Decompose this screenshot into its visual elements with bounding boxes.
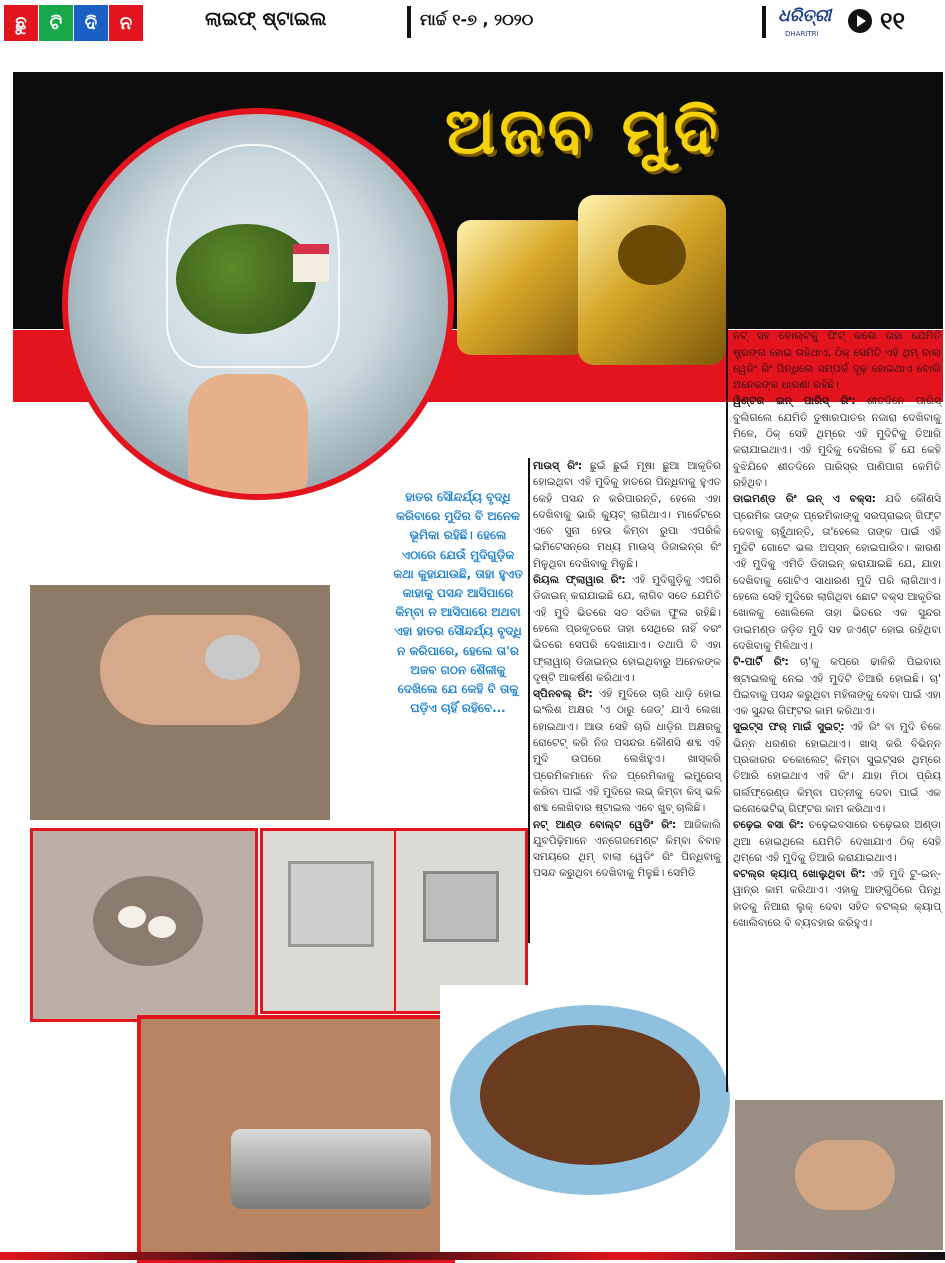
intro-blurb: ହାତର ସୌନ୍ଦର୍ଯ୍ୟ ବୃଦ୍ଧି କରିବାରେ ମୁଦିର ବି ଅନେକ ଭୂମିକା ରହିଛି। ହେଲେ ଏଠାରେ ଯେଉଁ ମୁଦିଗୁଡ଼ିକ କଥା କୁହାଯାଉଛି, ତାହା ହୁଏତ କାହାକୁ ପସନ୍ଦ ଆସିପାରେ କିମ୍ବା ନ ଆସିପାରେ ଅଥବା ଏହା ହାତର ସୌନ୍ଦର୍ଯ୍ୟ ବୃଦ୍ଧି ନ କରିପାରେ, ହେଲେ ତା'ର ଅଜବ ଗଠନ ଶୈଳୀକୁ ଦେଖିଲେ ଯେ କେହି ବି ତାକୁ ଘଡ଼ିଏ ଚାହିଁ ରହିବେ... — [393, 490, 523, 716]
article-column-1 — [533, 458, 721, 882]
pearl — [118, 906, 146, 928]
paragraph-lead: ସୁଇଟ୍ସ ଫର୍ ମାଇଁ ସୁଇଟ୍: — [733, 721, 845, 734]
spinner-ring — [231, 1129, 431, 1209]
paragraph-lead: ୱିଣ୍ଟର ଇନ୍ ପାରିସ୍ ରିଂ: — [733, 395, 856, 408]
paragraph-text: ଯଦି କୌଣସି ପ୍ରେମିକ ତାଙ୍କ ପ୍ରେମିକାଙ୍କୁ ସରପ୍ରାଇଜ୍ ଗିଫ୍ଟ ଦେବାକୁ ଚାହୁଁଥାନ୍ତି, ତା'ହେଲେ ତାଙ୍କ ପାଇଁ ଏହି ମୁଦିଟି ଗୋଟେ ଭଲ ଅପ୍ସନ୍ ହୋଇପାରିବ। କାରଣ ଏହି ମୁଦିକୁ ଏମିତି ଡିଜାଇନ୍ କରାଯାଇଛି ଯେ, ଯାହା ଦେଖିବାକୁ ଗୋଟିଏ ସାଧାରଣ ମୁଦି ପରି ଲାଗିଥାଏ। ହେଲେ ସେହି ମୁଦିରେ ଲାଗିଥିବା ଛୋଟ ବକ୍ସ ଆକୃତିର ଖୋଳକୁ ଖୋଲିଲେ ତାହା ଭିତରେ ଏକ ସୁନ୍ଦର ଡାଇମଣ୍ଡ ଜଡ଼ିତ ମୁଦି ସହ ଜଏଣ୍ଟ ହୋଇ ରହିଥିବା ଦେଖିବାକୁ ମିଳିଥାଏ। — [733, 493, 942, 652]
brand-tile-2: ଟି — [39, 5, 73, 41]
paragraph-text: ଶୀତଦିନେ ପାରିସ୍ ବୁଲିଗଲେ ଯେମିତି ତୁଷାରପାତର ନଜାରା ଦେଖିବାକୁ ମିଳେ, ଠିକ୍ ସେହି ଥିମ୍‌ରେ ଏହି ମୁଦିଟିକୁ ତିଆରି କରାଯାଇଥାଏ। ଏହି ମୁଦିକୁ ଦେଖିଲେ ହିଁ ଯେ କେହି ବୁଝିଯିବେ ଶୀତଦିନେ ପାରିସ୍‌ର ପାଣିପାଗ କେମିତି ରହିଥିବ। — [733, 395, 941, 489]
paragraph-text: ଏକ ଥିମ୍ ହେଉଛି ନଟ୍ ଆଣ୍ଡ ବୋଲ୍ଟ ୱେଡିଂ ରିଂ। ନଟ୍ ସହ ବୋଲ୍ଟକୁ ଫିଟ୍ କଲେ ତାହା ଯେମିତି ଷ୍ଟ୍ରଙ୍ଗ ହୋଇ ରହିଥାଏ, ଠିକ୍ ସେମିତି ଏହି ଥିମ୍ ବାଲା ୱେଡିଂ ରିଂ ପିନ୍ଧିଲେ ସମ୍ପର୍କ ଦୃଢ଼ ହୋଇଥାଏ ବୋଲି ଅନେକଙ୍କ ଧାରଣା ରହିଛି। — [733, 314, 941, 392]
paragraph — [533, 817, 721, 882]
paragraph-lead: ବଟଲ୍‌ର କ୍ୟାପ୍ ଖୋଲୁଥିବା ରିଂ: — [733, 868, 866, 881]
paragraph-text: ଆଜିକାଲି ଯୁବପିଢ଼ିମାନେ ଏନ୍‌ଗେଜମେଣ୍ଟ କିମ୍ବା ବିବାହ ସମୟରେ ଥିମ୍ ବାଲା ୱେଡିଂ ରିଂ ପିନ୍ଧିବାକୁ ପସନ୍ଦ କରୁଥିବା ଦେଖିବାକୁ ମିଳୁଛି। ସେମିତି — [533, 818, 721, 880]
hand — [795, 1140, 895, 1210]
terrarium-ring-photo — [62, 108, 454, 500]
chocolates — [480, 1025, 700, 1165]
play-icon — [848, 9, 872, 33]
footer-rule — [0, 1252, 945, 1260]
paragraph — [533, 458, 721, 572]
paragraph-text: ଏହି ମୁଦିରେ ଚାରି ଧାଡ଼ି ହୋଇ ଇଂଲିଶ ଅକ୍ଷର 'ଏ ଠାରୁ ଜେଡ୍' ଯାଏଁ ଲେଖା ହୋଇଥାଏ। ଆଉ ସେହି ଚାରି ଧାଡ଼ିର ଅକ୍ଷରକୁ ରୋଟେଟ୍ କରି ନିଜ ପସନ୍ଦର କୌଣସି ଶବ୍ଦ ଏହି ମୁଦି ଉପରେ ଲେଖିହୁଏ। ଖାସ୍‌କରି ପ୍ରେମିକମାନେ ନିଜ ପ୍ରେମିକାକୁ ଇମ୍ପ୍ରେସ୍ କରିବା ପାଇଁ ଏହି ମୁଦିରେ ଲଭ୍ କିମ୍ବା କିସ୍ ଭଳି ଶବ୍ଦ ଲେଖିବାର ଷ୍ଟାଇଲ ଏବେ ଖୁବ୍ ଚାଲିଛି। — [533, 688, 722, 815]
paragraph-text: ଛୁଇଁ ଛୁଇଁ ମୂଷା ଛୁଆ ଆକୃତିର ହୋଇଥିବା ଏହି ମୁଦିକୁ ହାତରେ ପିନ୍ଧିବାକୁ ହୁଏତ କେହି ପସନ୍ଦ ନ କରିପାରନ୍ତି, ହେଲେ ଏହା ଦେଖିବାକୁ ଭାରି କ୍ୟୁଟ୍ ଲାଗିଥାଏ। ମାର୍କେଟରେ ଏବେ ସୁନା ହେଉ କିମ୍ବା ରୁପା ଏପରିକି ଇମିଟେସନ୍‌ରେ ମଧ୍ୟ ମାଉସ୍ ଡିଜାଇନ୍‌ର ରିଂ ମିଳୁଥିବା ଦେଖିବାକୁ ମିଳୁଛି। — [533, 460, 722, 570]
paragraph — [733, 654, 941, 719]
paragraph-lead: ମାଉସ୍ ରିଂ: — [533, 460, 583, 472]
chocolate-rings-photo — [440, 985, 740, 1253]
nest — [93, 876, 203, 966]
nut-hole — [618, 225, 686, 285]
issue-date: ମାର୍ଚ୍ଚ ୧-୭ , ୨୦୨୦ — [420, 10, 534, 29]
finger — [188, 374, 308, 500]
masthead — [0, 0, 945, 44]
paragraph — [533, 572, 721, 686]
header-divider — [762, 6, 766, 38]
header-divider — [407, 6, 411, 38]
paragraph — [533, 686, 721, 816]
section-name: ଲାଇଫ୍ ଷ୍ଟାଇଲ — [205, 8, 327, 30]
spinner-word-ring-photo — [137, 1015, 455, 1263]
paragraph — [733, 491, 941, 654]
mouse-charm — [205, 635, 260, 680]
photo-divider — [394, 831, 396, 1011]
paragraph-lead: ରିୟଲ ଫ୍ଲାୱାର ରିଂ: — [533, 574, 626, 587]
hand — [100, 615, 300, 725]
brand-tile-4: ନ — [109, 5, 143, 41]
publication-logo-sub: DHARITRI — [785, 30, 819, 38]
page-title: ଅଜବ ମୁଦି — [445, 95, 722, 169]
publication-logo: ଧରିତ୍ରୀ — [778, 6, 832, 26]
paragraph-text: ଚା'କୁ କପ୍‌ରେ ଢାଳିକି ପିଇବାର ଷ୍ଟାଇଲକୁ ନେଇ ଏହି ମୁଦିଟି ତିଆରି ହୋଇଛି। ଚା' ପିଇବାକୁ ପସନ୍ଦ କରୁଥିବା ମହିଳାଙ୍କୁ ଦେବା ପାଇଁ ଏହା ଏକ ସୁନ୍ଦର ଗିଫ୍ଟର କାମ କରିଥାଏ। — [733, 656, 941, 718]
paragraph-lead: ଟି-ପାର୍ଟି ରିଂ: — [733, 656, 789, 669]
page-number: ୧୧ — [880, 7, 906, 35]
paragraph-text: ଏହି ମୁଦି ଟୁ-ଇନ୍-ୱାନ୍‌ର କାମ କରିଥାଏ। ଏହାକୁ ଆଙ୍ଗୁଠିରେ ପିନ୍ଧି ହାତକୁ ନିଆରା ଲୁକ୍ ଦେବା ସହିତ ବଟଲ୍‌ର କ୍ୟାପ୍ ଖୋଲିବାରେ ବି ବ୍ୟବହାର କରିହୁଏ। — [733, 868, 941, 929]
mouse-ring-photo — [30, 585, 330, 820]
paragraph — [733, 866, 941, 931]
paragraph-lead: ନଟ୍ ଆଣ୍ଡ ବୋଲ୍ଟ ୱେଡିଂ ରିଂ: — [533, 818, 677, 831]
teapot-ring-photo — [735, 1100, 943, 1250]
article-column-2 — [733, 312, 941, 931]
pearl — [148, 916, 176, 938]
paragraph-lead: ଚଢ଼େଇ ବସା ରିଂ: — [733, 819, 804, 832]
paragraph-text: ଏହି ମୁଦିଗୁଡ଼ିକୁ ଏପରି ଡିଜାଇନ୍ କରାଯାଇଛି ଯେ, ଲାଗିବ ସତେ ଯେମିତି ଏହି ମୁଦି ଭିତରେ ସତ ସତିକା ଫୁଲ ରହିଛି। ହେଲେ ପ୍ରକୃତରେ ତାହା ସେଥିରେ ନାହିଁ ବରଂ ଭିତରେ ସେପରି ଦେଖାଯାଏ। ତଥାପି ବି ଏହା ଫ୍ଲାୱାର୍ ଡିଜାଇନ୍‌ର ହୋଇଥିବାରୁ ଅନେକଙ୍କ ଦୃଷ୍ଟି ଆକର୍ଷଣ କରିଥାଏ। — [533, 574, 721, 684]
paragraph-lead: ଡାଇମଣ୍ଡ ରିଂ ଇନ୍ ଏ ବକ୍ସ: — [733, 493, 876, 506]
gold-bolt-ring-photo — [457, 220, 587, 355]
column-rule — [726, 312, 728, 1092]
bird-nest-ring-photo — [30, 828, 258, 1022]
paragraph-lead: ସ୍ପିନବଲ୍ ରିଂ: — [533, 688, 593, 701]
tiny-house — [293, 244, 329, 282]
closed-box — [288, 861, 374, 947]
paragraph — [733, 817, 941, 866]
column-rule — [528, 458, 530, 943]
paragraph — [733, 312, 941, 393]
brand-tile-1: ଛୁ — [4, 5, 38, 41]
open-box — [423, 871, 499, 942]
paragraph-text: ଏହି ରିଂ ବା ମୁଦି ଚିକେ ଭିନ୍ନ ଧରଣର ହୋଇଥାଏ। ଖାସ୍ କରି ବିଭିନ୍ନ ପ୍ରକାରର ଚକୋଲେଟ୍ କିମ୍ବା ସୁଇଟ୍ସର ଥିମ୍‌ରେ ତିଆରି ହୋଇଥାଏ ଏହି ରିଂ। ଯାହା ମିଠା ପ୍ରିୟ ଗର୍ଲଫ୍ରେଣ୍ଡ କିମ୍ବା ପତ୍ନୀକୁ ଦେବା ପାଇଁ ଏକ ଇନୋଭେଟିଭ୍ ଗିଫ୍ଟର କାମ କରିଥାଏ। — [733, 721, 942, 815]
paragraph-text: ଚଢ଼େଇବସାରେ ଚଢ଼େଇର ଅଣ୍ଡା ଥିଆ ହୋଇଥିଲେ ଯେମିତି ଦେଖାଯାଏ ଠିକ୍ ସେହି ଥିମ୍‌ରେ ଏହି ମୁଦିକୁ ତିଆରି କରାଯାଇଥାଏ। — [733, 819, 941, 864]
brand-tile-3: ଦି — [74, 5, 108, 41]
gold-nut-ring-photo — [578, 195, 726, 365]
paragraph — [733, 719, 941, 817]
paragraph — [733, 393, 941, 491]
